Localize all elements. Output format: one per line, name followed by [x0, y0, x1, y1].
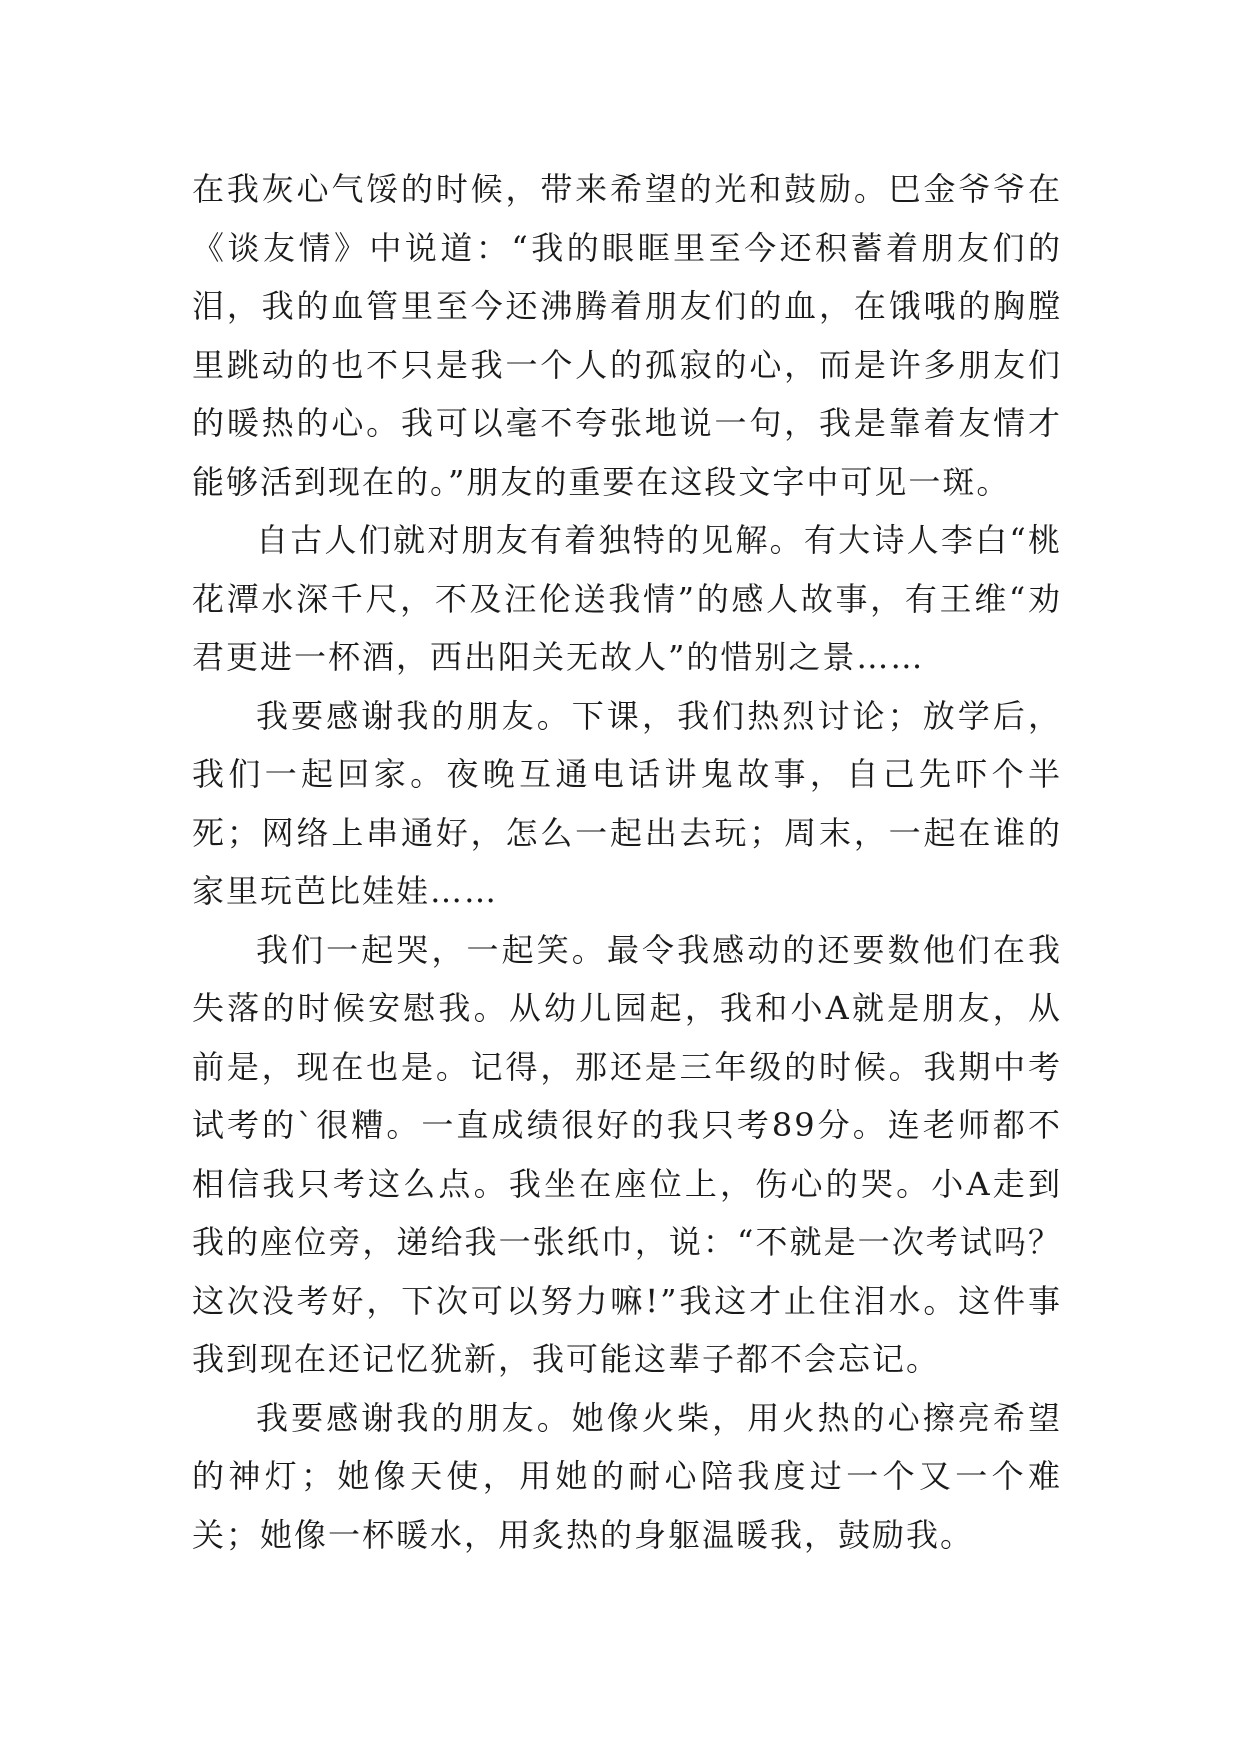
paragraph-5: 我要感谢我的朋友。她像火柴，用火热的心擦亮希望的神灯；她像天使，用她的耐心陪我度过一个又一个难关；她像一杯暖水，用炙热的身躯温暖我，鼓励我。: [192, 1398, 1062, 1554]
paragraph-3: 我要感谢我的朋友。下课，我们热烈讨论；放学后，我们一起回家。夜晚互通电话讲鬼故事，自己先吓个半死；网络上串通好，怎么一起出去玩；周末，一起在谁的家里玩芭比娃娃……: [192, 696, 1062, 910]
paragraph-4: 我们一起哭，一起笑。最令我感动的还要数他们在我失落的时候安慰我。从幼儿园起，我和小A就是朋友，从前是，现在也是。记得，那还是三年级的时候。我期中考试考的`很糟。一直成绩很好的我只考89分。连老师都不相信我只考这么点。我坐在座位上，伤心的哭。小A走到我的座位旁，递给我一张纸巾，说：“不就是一次考试吗？这次没考好，下次可以努力嘛!”我这才止住泪水。这件事我到现在还记忆犹新，我可能这辈子都不会忘记。: [192, 930, 1062, 1378]
paragraph-1: 在我灰心气馁的时候，带来希望的光和鼓励。巴金爷爷在《谈友情》中说道：“我的眼眶里至今还积蓄着朋友们的泪，我的血管里至今还沸腾着朋友们的血，在饿哦的胸膛里跳动的也不只是我一个人的孤寂的心，而是许多朋友们的暖热的心。我可以毫不夸张地说一句，我是靠着友情才能够活到现在的。”朋友的重要在这段文字中可见一斑。: [192, 170, 1062, 501]
paragraph-2: 自古人们就对朋友有着独特的见解。有大诗人李白“桃花潭水深千尺，不及汪伦送我情”的感人故事，有王维“劝君更进一杯酒，西出阳关无故人”的惜别之景……: [192, 521, 1062, 676]
document-body: [192, 160, 1062, 1564]
